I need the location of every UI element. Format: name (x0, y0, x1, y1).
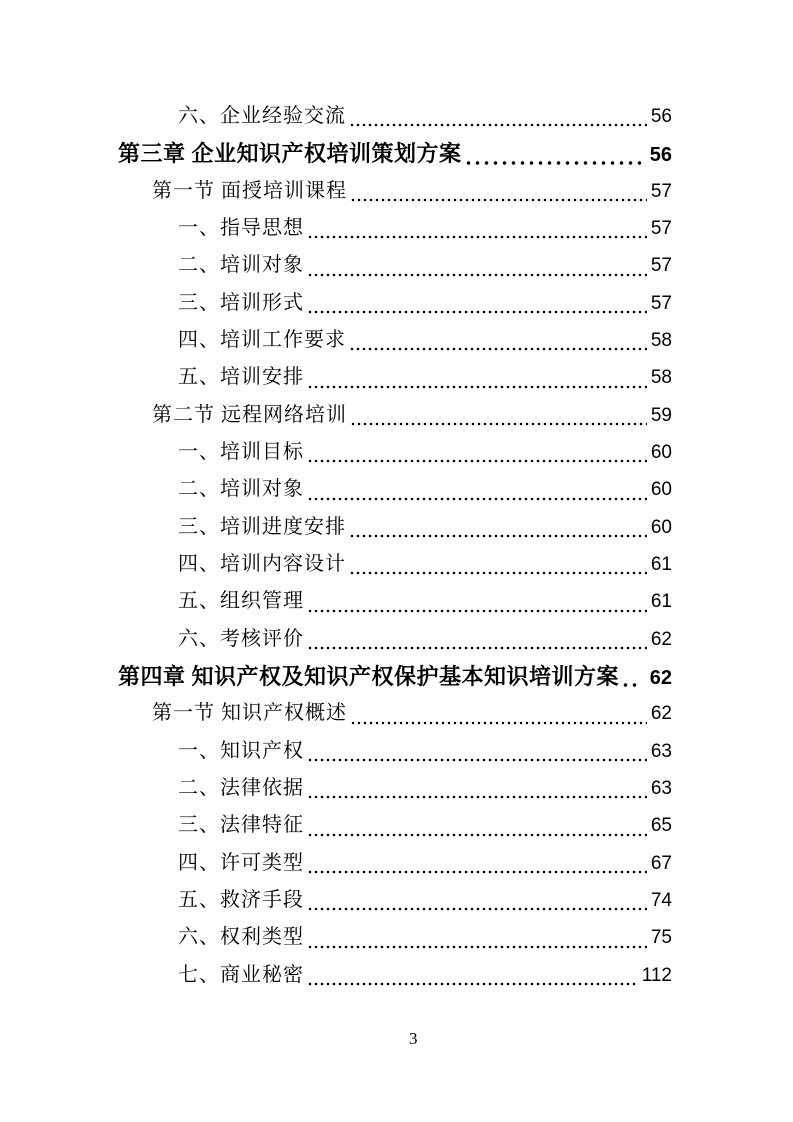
toc-entry-page-number: 60 (650, 516, 672, 538)
toc-entry[interactable] (118, 322, 672, 359)
dotted-leader (308, 273, 647, 277)
dotted-leader (350, 123, 647, 127)
toc-entry-page-number: 75 (650, 927, 672, 949)
toc-entry-page-number: 57 (650, 217, 672, 239)
page-footer (0, 1027, 793, 1051)
toc-entry-page-number: 63 (650, 777, 672, 799)
toc-entry-title: 三、培训进度安排 (178, 515, 346, 538)
dotted-leader (308, 310, 647, 314)
toc-entry[interactable] (118, 882, 672, 919)
dotted-leader (308, 758, 647, 762)
toc-entry-title: 四、培训内容设计 (178, 552, 346, 575)
toc-entry[interactable] (118, 98, 672, 135)
dotted-leader (308, 235, 647, 239)
dotted-leader (351, 721, 647, 725)
toc-entry-title: 第四章 知识产权及知识产权保护基本知识培训方案 (118, 663, 620, 689)
dotted-leader (350, 534, 647, 538)
toc-entry[interactable] (118, 807, 672, 844)
toc-entry-title: 第三章 企业知识产权培训策划方案 (118, 141, 462, 167)
dotted-leader (308, 646, 647, 650)
dotted-leader (350, 347, 647, 351)
dotted-leader (308, 609, 647, 613)
toc-entry-title: 一、指导思想 (178, 216, 304, 239)
toc-entry-title: 六、权利类型 (178, 926, 304, 949)
toc-entry-page-number: 57 (650, 180, 672, 202)
toc-entry-title: 六、考核评价 (178, 627, 304, 650)
toc-entry-page-number: 61 (650, 553, 672, 575)
table-of-contents (118, 98, 672, 994)
dotted-leader (308, 497, 647, 501)
dotted-leader (351, 422, 647, 426)
toc-entry[interactable] (118, 957, 672, 994)
toc-entry[interactable] (118, 247, 672, 284)
toc-entry-page-number: 62 (650, 703, 672, 725)
dotted-leader (308, 982, 638, 986)
toc-entry[interactable] (118, 546, 672, 583)
toc-entry-title: 第二节 远程网络培训 (152, 403, 347, 426)
toc-entry[interactable] (118, 397, 672, 434)
toc-entry-title: 六、企业经验交流 (178, 105, 346, 127)
toc-entry-page-number: 58 (650, 367, 672, 389)
toc-entry[interactable] (118, 173, 672, 210)
page-number: 3 (409, 1029, 418, 1048)
dotted-leader (308, 385, 647, 389)
toc-entry-title: 四、培训工作要求 (178, 328, 346, 351)
dotted-leader (466, 161, 641, 165)
toc-entry[interactable] (118, 919, 672, 956)
toc-entry-page-number: 67 (650, 852, 672, 874)
toc-entry[interactable] (118, 471, 672, 508)
dotted-leader (308, 833, 647, 837)
toc-entry-page-number: 59 (650, 404, 672, 426)
toc-entry-title: 二、培训对象 (178, 478, 304, 501)
dotted-leader (351, 198, 647, 202)
toc-entry-title: 五、救济手段 (178, 888, 304, 911)
toc-entry-page-number: 60 (650, 441, 672, 463)
toc-entry-title: 三、培训形式 (178, 291, 304, 314)
toc-entry[interactable] (118, 509, 672, 546)
toc-entry[interactable] (118, 210, 672, 247)
toc-entry-title: 第一节 知识产权概述 (152, 702, 347, 725)
toc-entry[interactable] (118, 434, 672, 471)
dotted-leader (623, 683, 641, 687)
dotted-leader (308, 795, 647, 799)
dotted-leader (308, 945, 647, 949)
dotted-leader (308, 870, 647, 874)
toc-entry-title: 四、许可类型 (178, 851, 304, 874)
toc-entry-page-number: 57 (650, 255, 672, 277)
toc-entry-page-number: 61 (650, 591, 672, 613)
toc-entry[interactable] (118, 733, 672, 770)
toc-entry-page-number: 62 (650, 628, 672, 650)
toc-entry-page-number: 63 (650, 740, 672, 762)
toc-entry[interactable] (118, 583, 672, 620)
toc-entry-title: 五、培训安排 (178, 366, 304, 389)
toc-entry-page-number: 56 (649, 144, 672, 167)
toc-entry-title: 三、法律特征 (178, 814, 304, 837)
toc-entry[interactable] (118, 695, 672, 732)
toc-entry-title: 第一节 面授培训课程 (152, 179, 347, 202)
toc-entry-page-number: 57 (650, 292, 672, 314)
toc-entry-page-number: 60 (650, 479, 672, 501)
toc-entry-title: 五、组织管理 (178, 590, 304, 613)
toc-entry[interactable] (118, 285, 672, 322)
toc-entry-page-number: 74 (650, 889, 672, 911)
toc-entry[interactable] (118, 359, 672, 396)
toc-entry[interactable] (118, 845, 672, 882)
toc-entry-page-number: 56 (650, 106, 672, 127)
toc-entry[interactable] (118, 658, 672, 695)
toc-entry-page-number: 112 (641, 964, 672, 986)
toc-entry[interactable] (118, 621, 672, 658)
dotted-leader (308, 459, 647, 463)
toc-entry-page-number: 58 (650, 329, 672, 351)
dotted-leader (350, 571, 647, 575)
toc-entry-title: 七、商业秘密 (178, 963, 304, 986)
toc-entry[interactable] (118, 135, 672, 172)
toc-entry-title: 一、知识产权 (178, 739, 304, 762)
toc-entry[interactable] (118, 770, 672, 807)
toc-entry-title: 二、培训对象 (178, 254, 304, 277)
toc-entry-page-number: 62 (649, 666, 672, 689)
toc-entry-title: 二、法律依据 (178, 776, 304, 799)
dotted-leader (308, 907, 647, 911)
toc-entry-title: 一、培训目标 (178, 440, 304, 463)
toc-entry-page-number: 65 (650, 815, 672, 837)
